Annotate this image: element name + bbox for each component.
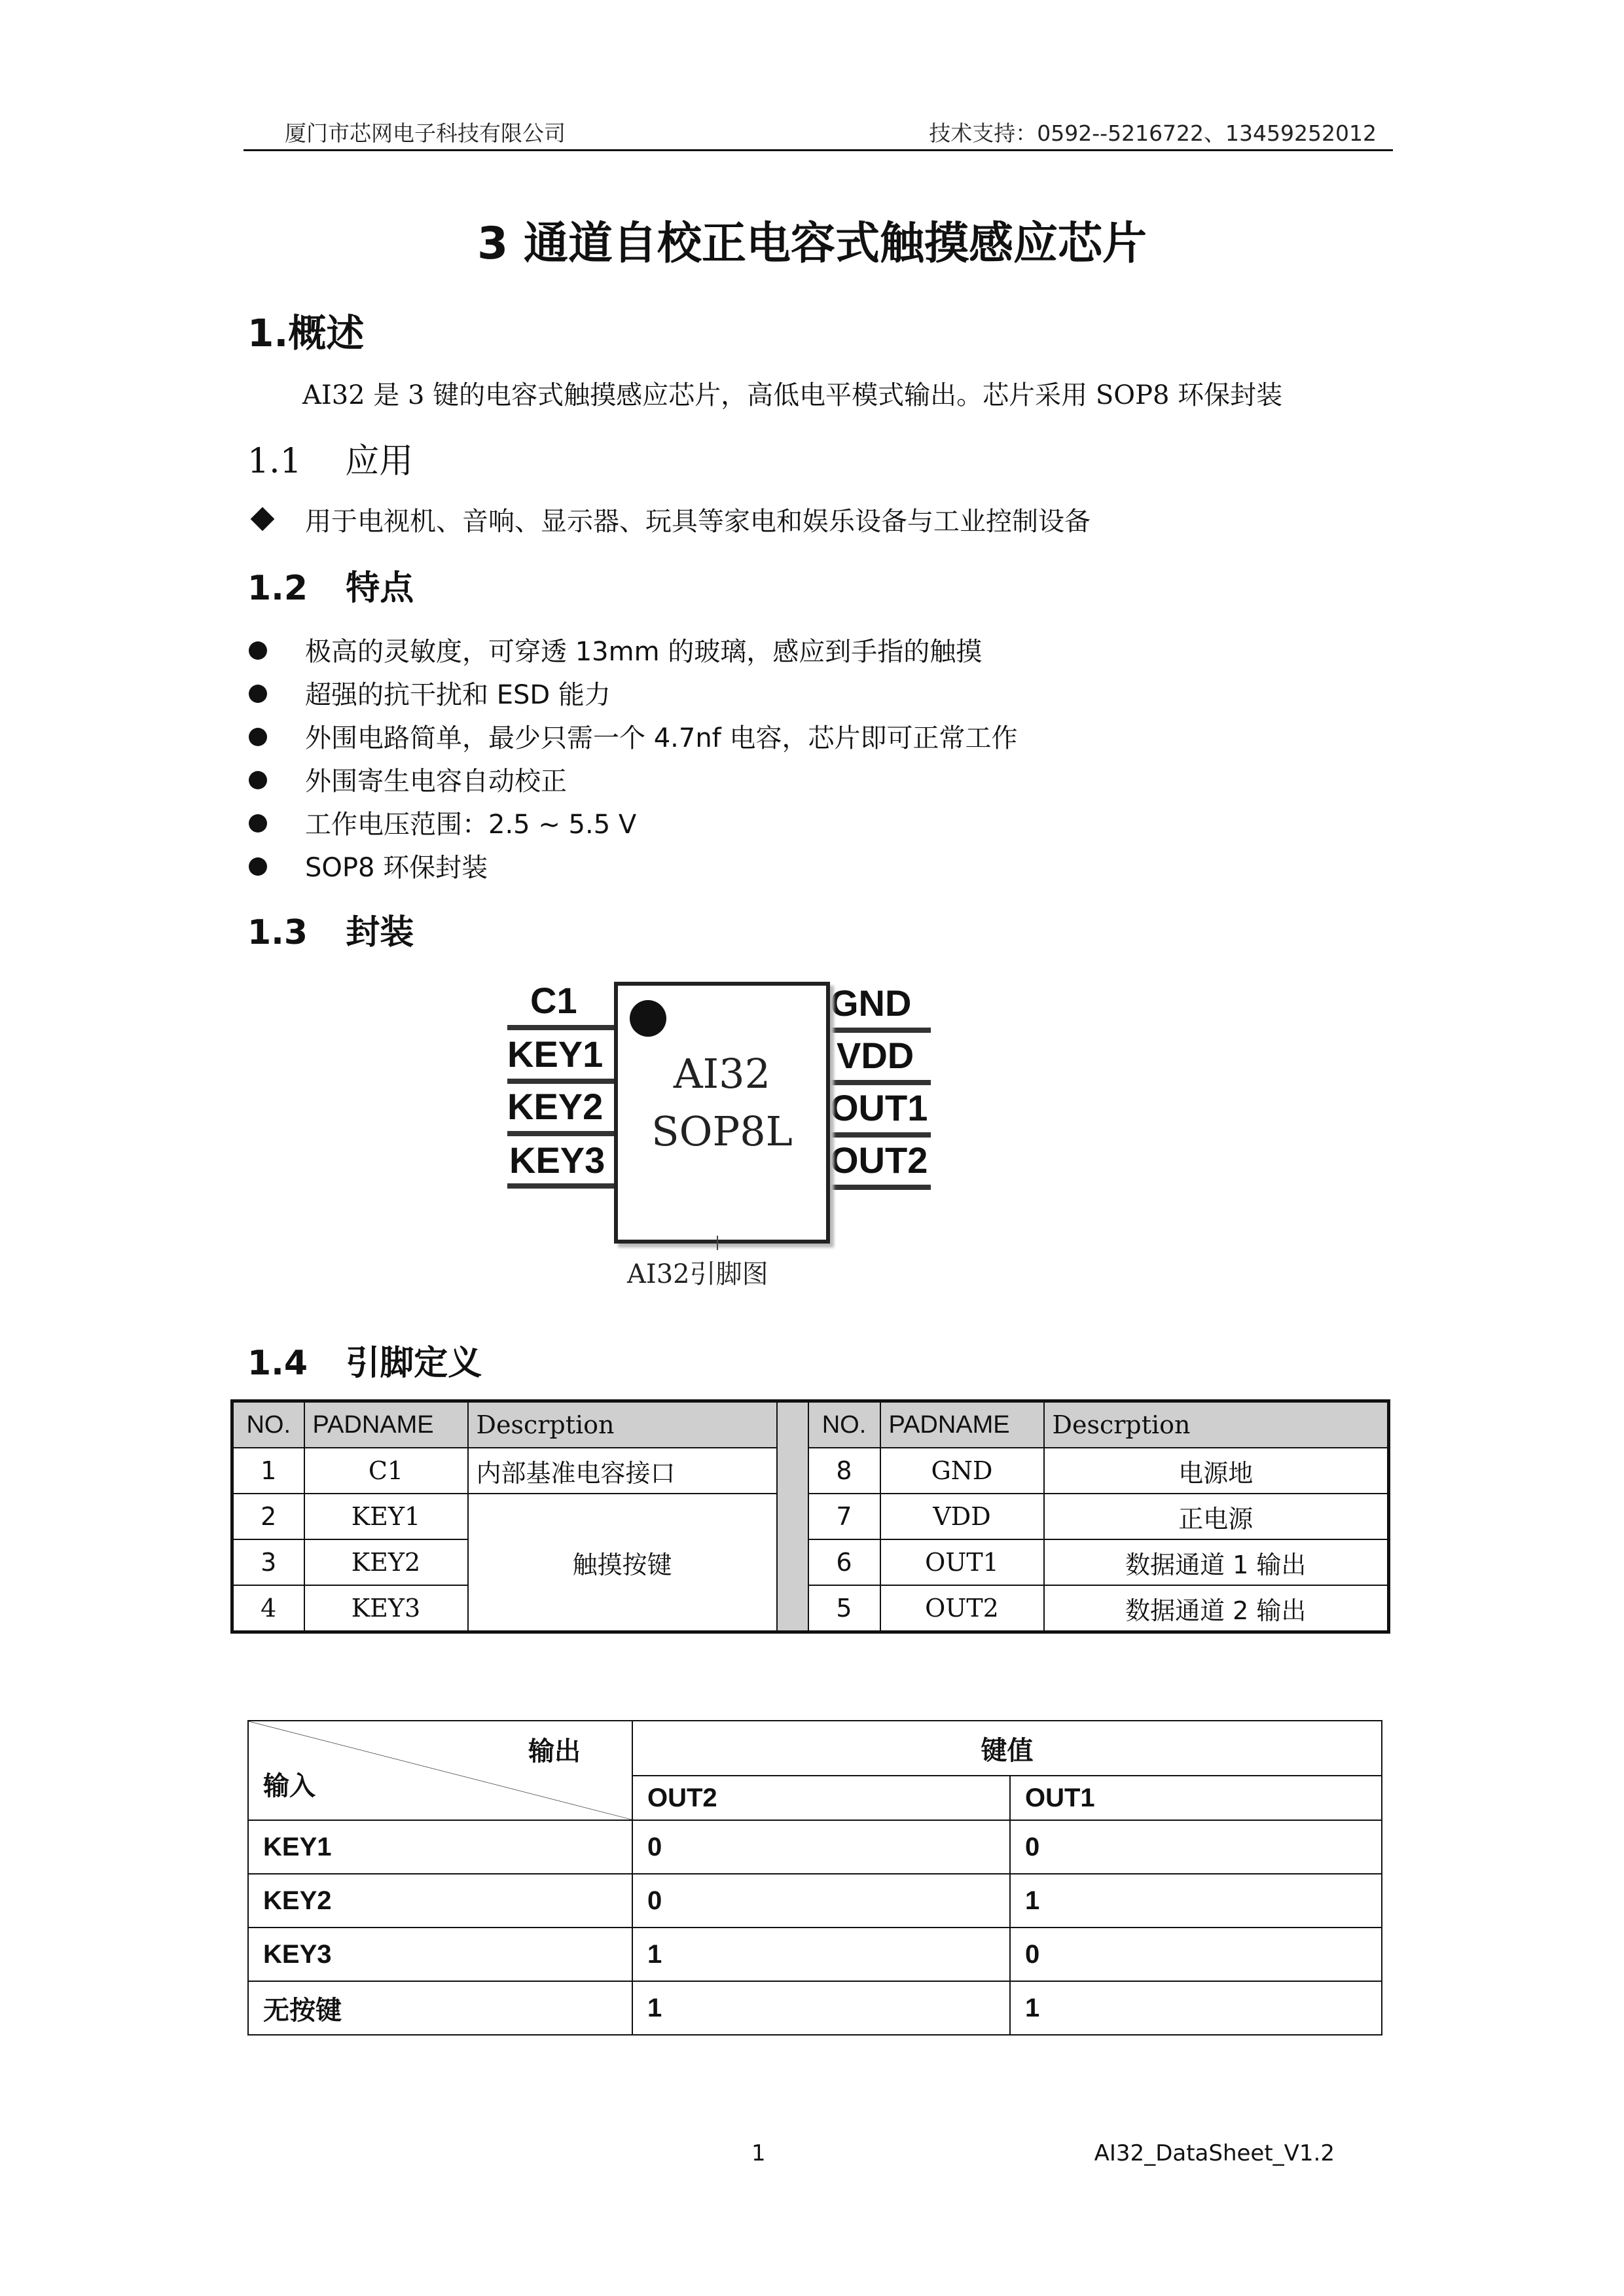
application-heading-text: 应用: [345, 442, 414, 481]
pin-label-out1: OUT1: [830, 1087, 928, 1128]
pin-padname: KEY3: [304, 1585, 468, 1632]
col-header-padname: PADNAME: [880, 1401, 1044, 1448]
table-row: [232, 1494, 1389, 1539]
header-support: 技术支持：0592--5216722、13459252012: [929, 120, 1377, 146]
out1-cell: 1: [1010, 1981, 1382, 2035]
pin-lead: [507, 1079, 614, 1084]
chip-axis-mark: [717, 1236, 718, 1250]
out2-cell: 1: [632, 1981, 1010, 2035]
col-header-padname: PADNAME: [304, 1401, 468, 1448]
pin-label-out2: OUT2: [830, 1139, 928, 1181]
package-heading-num: 1.3: [247, 913, 308, 952]
table-row: [248, 1928, 1382, 1981]
bullet-icon: [249, 857, 267, 876]
out2-cell: 0: [632, 1820, 1010, 1874]
out1-cell: 1: [1010, 1874, 1382, 1928]
table-row: [248, 1981, 1382, 2035]
col-header-description: Descrption: [1044, 1401, 1389, 1448]
pin-label-key2: KEY2: [507, 1086, 604, 1127]
col-header-no: NO.: [808, 1401, 880, 1448]
table-header-row: [248, 1721, 1382, 1776]
feature-item: SOP8 环保封装: [305, 853, 488, 883]
feature-item: 极高的灵敏度，可穿透 13mm 的玻璃，感应到手指的触摸: [305, 637, 983, 667]
col-header-out1: OUT1: [1010, 1776, 1382, 1820]
pin-lead: [507, 1025, 614, 1030]
pin-label-key3: KEY3: [509, 1139, 605, 1181]
pin-label-c1: C1: [530, 980, 577, 1021]
pin-description: 数据通道 1 输出: [1044, 1539, 1389, 1585]
package-heading-text: 封装: [346, 913, 414, 952]
table-row: [248, 1874, 1382, 1928]
pin-padname: GND: [880, 1448, 1044, 1494]
table-separator: [777, 1539, 808, 1585]
pin-padname: KEY2: [304, 1539, 468, 1585]
pin-lead: [826, 1185, 931, 1190]
pin-no: 6: [808, 1539, 880, 1585]
input-cell: KEY1: [248, 1820, 632, 1874]
diagonal-header-cell: [248, 1721, 632, 1820]
pin-description: 内部基准电容接口: [468, 1448, 777, 1494]
pin-no: 2: [232, 1494, 304, 1539]
pin-padname: OUT2: [880, 1585, 1044, 1632]
bullet-icon: [249, 814, 267, 833]
pin-no: 1: [232, 1448, 304, 1494]
bullet-icon: [249, 771, 267, 789]
pin-label-vdd: VDD: [837, 1035, 914, 1076]
pin-no: 3: [232, 1539, 304, 1585]
pin-def-heading: [247, 1335, 482, 1384]
table-separator: [777, 1494, 808, 1539]
diag-header-output: 输出: [528, 1736, 581, 1767]
feature-item: 外围电路简单，最少只需一个 4.7nf 电容，芯片即可正常工作: [305, 723, 1018, 753]
col-header-out2: OUT2: [632, 1776, 1010, 1820]
input-cell: KEY3: [248, 1928, 632, 1981]
pin-lead: [826, 1132, 931, 1138]
pin-no: 4: [232, 1585, 304, 1632]
pin-lead: [507, 1183, 614, 1189]
pin-description-group: 触摸按键: [468, 1494, 777, 1632]
bullet-icon: [249, 685, 267, 703]
pin-no: 8: [808, 1448, 880, 1494]
out2-cell: 1: [632, 1928, 1010, 1981]
table-row: [232, 1585, 1389, 1632]
out1-cell: 0: [1010, 1820, 1382, 1874]
col-header-no: NO.: [232, 1401, 304, 1448]
input-cell: KEY2: [248, 1874, 632, 1928]
chip-package: SOP8L: [651, 1107, 793, 1155]
table-row: [232, 1448, 1389, 1494]
header-company: 厦门市芯网电子科技有限公司: [285, 120, 566, 146]
footer-doc-name: AI32_DataSheet_V1.2: [1094, 2140, 1335, 2166]
header-divider: [244, 149, 1393, 151]
feature-item: 外围寄生电容自动校正: [305, 766, 567, 797]
feature-item: 工作电压范围：2.5 ~ 5.5 V: [305, 810, 637, 840]
pin-def-heading-text: 引脚定义: [346, 1344, 482, 1383]
pin-label-key1: KEY1: [507, 1033, 604, 1075]
pin1-marker-icon: [630, 1000, 666, 1037]
out1-cell: 0: [1010, 1928, 1382, 1981]
pin-padname: VDD: [880, 1494, 1044, 1539]
key-value-header: 键值: [632, 1721, 1382, 1776]
pin-lead: [826, 1080, 931, 1085]
pin-padname: C1: [304, 1448, 468, 1494]
feature-item: 超强的抗干扰和 ESD 能力: [305, 680, 611, 710]
pin-definition-table: [230, 1399, 1390, 1634]
package-heading: [247, 905, 414, 954]
pin-padname: OUT1: [880, 1539, 1044, 1585]
table-separator: [777, 1448, 808, 1494]
diamond-bullet-icon: [251, 507, 275, 531]
footer-page-number: 1: [751, 2140, 766, 2166]
features-heading-num: 1.2: [247, 569, 308, 608]
pin-lead: [507, 1131, 614, 1136]
pin-diagram-caption: AI32引脚图: [627, 1259, 768, 1289]
application-item: 用于电视机、音响、显示器、玩具等家电和娱乐设备与工业控制设备: [305, 507, 1091, 537]
key-value-table: [247, 1720, 1382, 2036]
pin-label-gnd: GND: [830, 982, 912, 1024]
page-title: 3 通道自校正电容式触摸感应芯片: [477, 218, 1147, 270]
application-heading: [247, 433, 413, 482]
pin-description: 正电源: [1044, 1494, 1389, 1539]
pin-no: 5: [808, 1585, 880, 1632]
features-heading-text: 特点: [346, 569, 414, 608]
diag-header-input: 输入: [263, 1771, 316, 1801]
features-heading: [247, 560, 414, 609]
pin-description: 数据通道 2 输出: [1044, 1585, 1389, 1632]
col-header-description: Descrption: [468, 1401, 777, 1448]
pin-lead: [826, 1028, 931, 1033]
input-cell: 无按键: [248, 1981, 632, 2035]
chip-name: AI32: [673, 1050, 771, 1098]
pin-def-heading-num: 1.4: [247, 1344, 308, 1383]
table-separator: [777, 1585, 808, 1632]
overview-text: AI32 是 3 键的电容式触摸感应芯片，高低电平模式输出。芯片采用 SOP8 环保封装: [302, 380, 1283, 410]
out2-cell: 0: [632, 1874, 1010, 1928]
bullet-icon: [249, 641, 267, 660]
pin-description: 电源地: [1044, 1448, 1389, 1494]
table-separator: [777, 1401, 808, 1448]
pin-padname: KEY1: [304, 1494, 468, 1539]
table-row: [232, 1539, 1389, 1585]
table-row: [248, 1820, 1382, 1874]
pin-no: 7: [808, 1494, 880, 1539]
table-header-row: [232, 1401, 1389, 1448]
bullet-icon: [249, 728, 267, 746]
application-heading-num: 1.1: [247, 442, 302, 481]
overview-heading: 1.概述: [247, 311, 365, 355]
